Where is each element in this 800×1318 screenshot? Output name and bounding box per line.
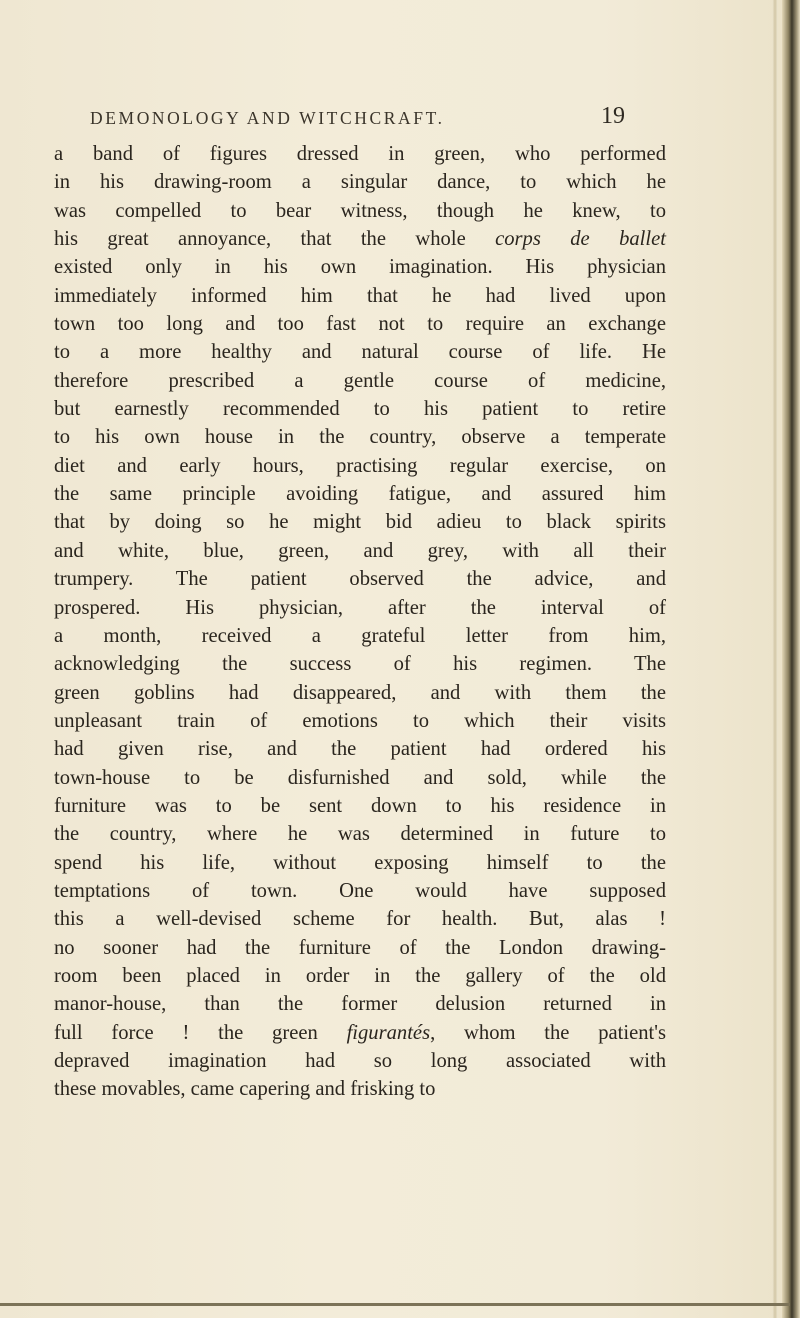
text-line: this a well-devised scheme for health. But, alas ! xyxy=(54,908,666,931)
text-line: town-house to be disfurnished and sold, while the xyxy=(54,766,666,789)
text-line: spend his life, without exposing himself to the xyxy=(54,851,666,874)
bottom-edge-rule xyxy=(0,1303,790,1306)
text-run: his great annoyance, that the whole xyxy=(54,228,496,251)
text-line: these movables, came capering and frisking to xyxy=(54,1078,436,1101)
text-line: trumpery. The patient observed the advice, and xyxy=(54,568,666,591)
text-line: unpleasant train of emotions to which their visits xyxy=(54,709,666,732)
text-line: acknowledging the success of his regimen. The xyxy=(54,653,666,676)
page-gutter-shadow xyxy=(772,0,778,1318)
text-line xyxy=(54,225,666,253)
text-line xyxy=(54,1019,666,1047)
page-number: 19 xyxy=(601,103,625,129)
text-line: existed only in his own imagination. His physician xyxy=(54,256,666,279)
text-line: town too long and too fast not to require an exchange xyxy=(54,313,666,336)
text-line: and white, blue, green, and grey, with all their xyxy=(54,539,666,562)
text-line: therefore prescribed a gentle course of medicine, xyxy=(54,369,666,392)
text-line: furniture was to be sent down to his residence in xyxy=(54,794,666,817)
text-line: a band of figures dressed in green, who performed xyxy=(54,143,666,165)
text-line: was compelled to bear witness, though he knew, to xyxy=(54,199,666,222)
body-text xyxy=(54,140,666,1104)
text-line: but earnestly recommended to his patient to retire xyxy=(54,398,666,421)
text-line: to a more healthy and natural course of life. He xyxy=(54,341,666,364)
text-line: manor-house, than the former delusion returned in xyxy=(54,993,666,1016)
text-line: had given rise, and the patient had ordered his xyxy=(54,738,666,761)
text-line: that by doing so he might bid adieu to black spirits xyxy=(54,511,666,534)
running-title: DEMONOLOGY AND WITCHCRAFT. xyxy=(90,108,445,128)
text-line: diet and early hours, practising regular exercise, on xyxy=(54,454,666,477)
text-line: prospered. His physician, after the interval of xyxy=(54,596,666,619)
text-line: no sooner had the furniture of the London drawing- xyxy=(54,936,666,959)
italic-phrase: figurantés xyxy=(346,1021,431,1044)
text-run: full force ! the green xyxy=(54,1021,347,1044)
text-line: immediately informed him that he had lived upon xyxy=(54,284,666,307)
text-line: room been placed in order in the gallery of the old xyxy=(54,964,666,987)
text-line: in his drawing-room a singular dance, to which he xyxy=(54,171,666,194)
text-line: the country, where he was determined in future to xyxy=(54,823,666,846)
text-run: , whom the patient's xyxy=(430,1021,666,1044)
text-line: temptations of town. One would have supposed xyxy=(54,879,666,902)
italic-phrase: corps de ballet xyxy=(495,228,666,251)
text-line: a month, received a grateful letter from him, xyxy=(54,624,666,647)
text-line: green goblins had disappeared, and with them the xyxy=(54,681,666,704)
running-head xyxy=(90,103,625,138)
binding-edge xyxy=(782,0,800,1318)
text-line: depraved imagination had so long associated with xyxy=(54,1050,666,1072)
text-line: the same principle avoiding fatigue, and assured him xyxy=(54,483,666,506)
text-line: to his own house in the country, observe a temperate xyxy=(54,426,666,449)
